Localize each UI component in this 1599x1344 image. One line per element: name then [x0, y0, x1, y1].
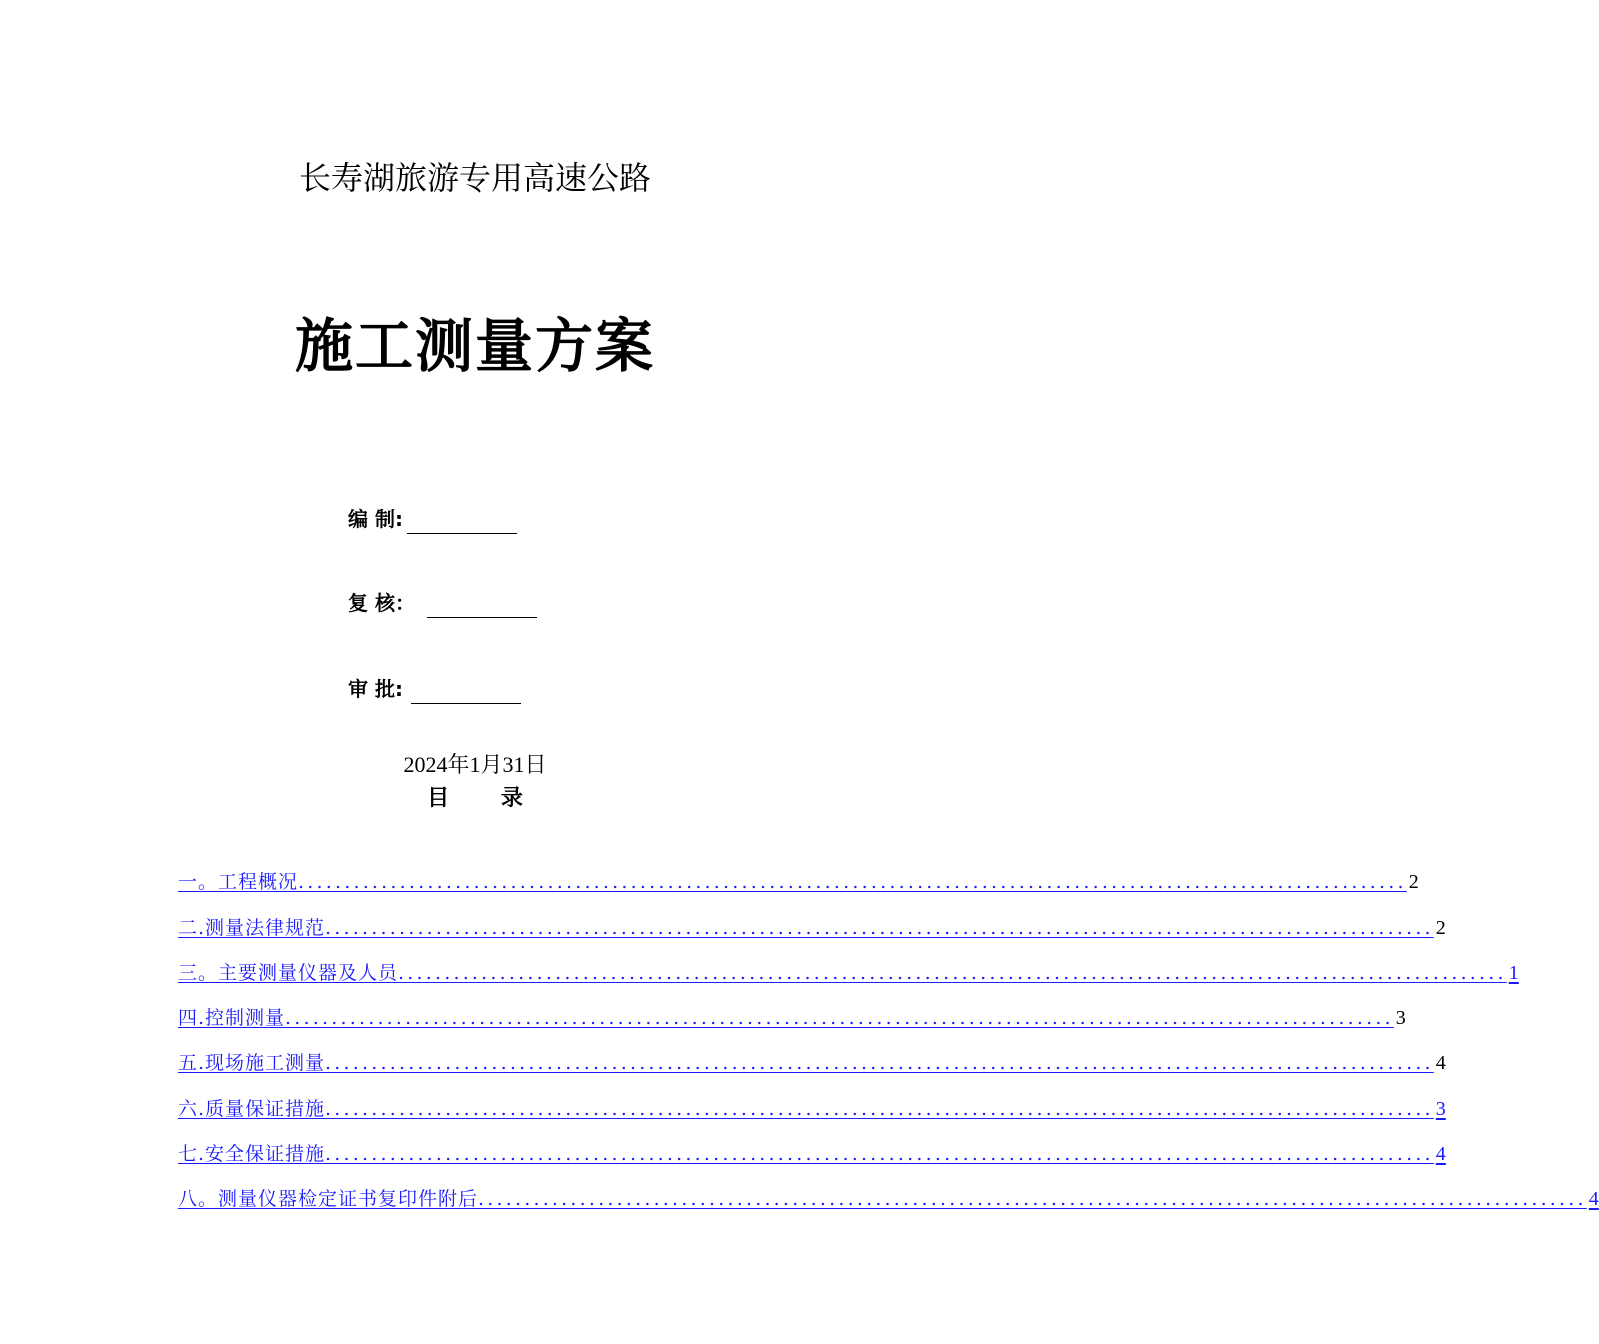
toc-leader-dots: ........................................................................................................................	[298, 871, 1407, 894]
toc-leader-dots: ........................................................................................................................	[325, 1097, 1434, 1120]
table-of-contents	[178, 852, 1599, 1214]
toc-leader-dots: ........................................................................................................................	[478, 1188, 1587, 1211]
approved-by-label: 审 批:	[348, 677, 403, 701]
toc-leader-dots: ........................................................................................................................	[325, 1143, 1434, 1166]
toc-entry-label: 三。主要测量仪器及人员	[178, 961, 399, 984]
reviewed-by-blank	[427, 595, 537, 618]
toc-entry-label: 四.控制测量	[178, 1007, 286, 1030]
toc-entry[interactable]	[178, 943, 1519, 988]
toc-entry[interactable]	[178, 1078, 1446, 1123]
toc-leader-dots: ........................................................................................................................	[325, 916, 1434, 939]
toc-leader-dots: ........................................................................................................................	[398, 961, 1507, 984]
toc-entry[interactable]	[178, 1033, 1446, 1078]
document-date: 2024年1月31日	[403, 752, 547, 777]
toc-entry-label: 六.质量保证措施	[178, 1097, 326, 1120]
toc-entry-page: 2	[1435, 916, 1446, 939]
compiled-by-field	[348, 504, 517, 534]
approved-by-blank	[411, 681, 521, 704]
compiled-by-blank	[407, 511, 517, 534]
toc-leader-dots: ........................................................................................................................	[285, 1007, 1394, 1030]
toc-entry[interactable]	[178, 852, 1419, 897]
toc-entry-label: 一。工程概况	[178, 871, 299, 894]
toc-entry[interactable]	[178, 1169, 1599, 1214]
toc-entry-page: 2	[1408, 871, 1419, 894]
toc-leader-dots: ........................................................................................................................	[325, 1052, 1434, 1075]
toc-entry-page: 4	[1435, 1143, 1446, 1166]
toc-heading: 目 录	[427, 786, 545, 811]
reviewed-by-field	[348, 588, 537, 618]
document-title: 施工测量方案	[294, 312, 655, 380]
toc-entry-page: 4	[1588, 1188, 1599, 1211]
approved-by-field	[348, 674, 521, 704]
toc-entry-page: 1	[1508, 961, 1519, 984]
toc-entry-label: 五.现场施工测量	[178, 1052, 326, 1075]
toc-entry[interactable]	[178, 1124, 1446, 1169]
toc-entry-page: 3	[1435, 1097, 1446, 1120]
toc-entry-label: 八。测量仪器检定证书复印件附后	[178, 1188, 479, 1211]
compiled-by-label: 编 制:	[348, 507, 403, 531]
project-name: 长寿湖旅游专用高速公路	[298, 159, 651, 197]
toc-entry[interactable]	[178, 897, 1446, 942]
reviewed-by-label: 复 核：	[348, 591, 415, 615]
toc-entry-page: 4	[1435, 1052, 1446, 1075]
toc-entry-label: 二.测量法律规范	[178, 916, 326, 939]
toc-entry-page: 3	[1395, 1007, 1406, 1030]
toc-entry-label: 七.安全保证措施	[178, 1143, 326, 1166]
toc-entry[interactable]	[178, 988, 1406, 1033]
